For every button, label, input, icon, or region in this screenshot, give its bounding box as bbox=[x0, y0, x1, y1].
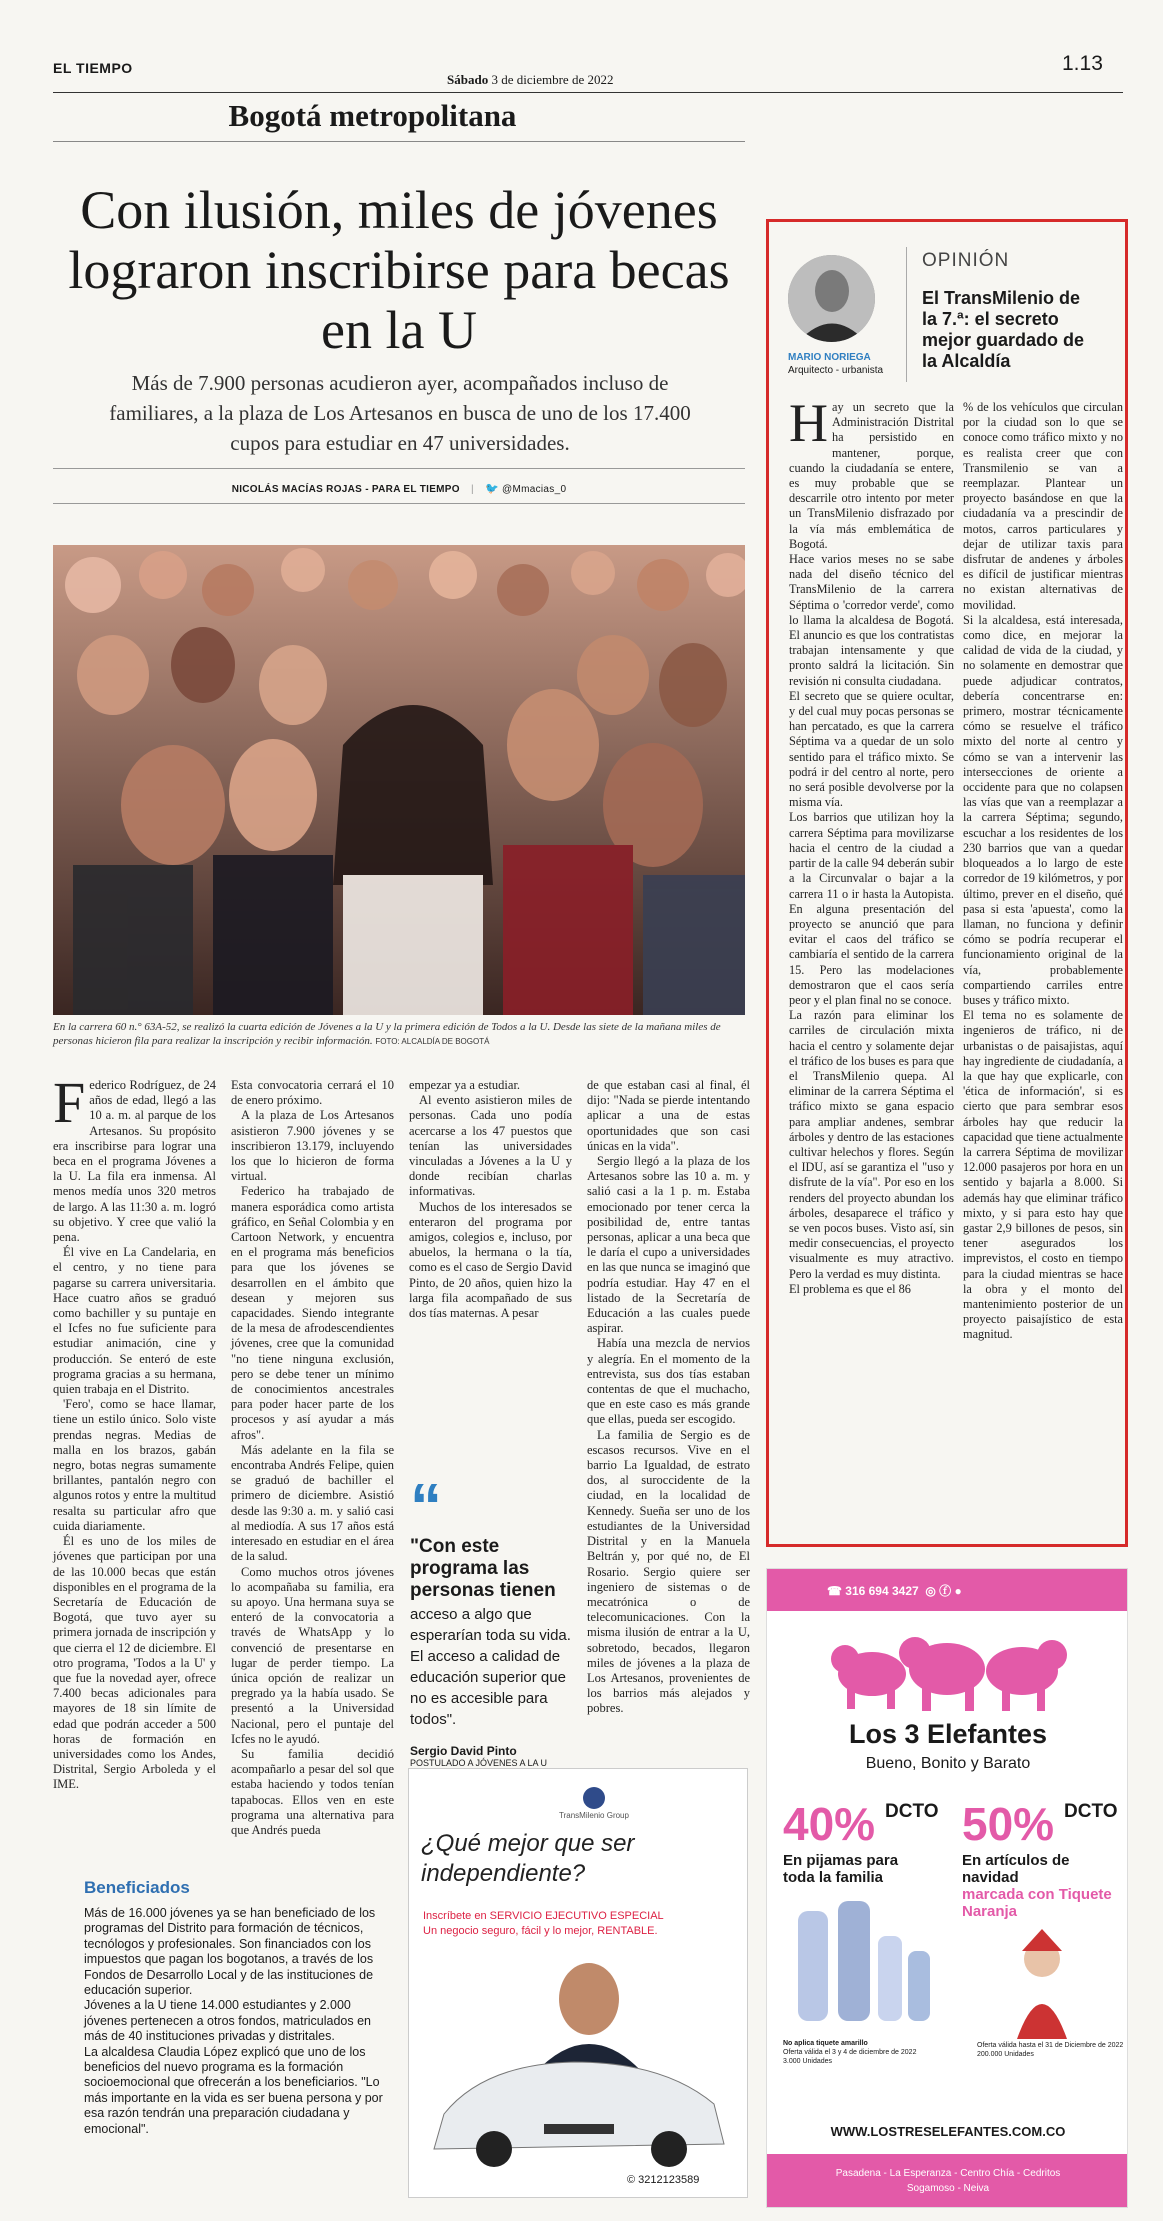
paragraph: A la plaza de Los Artesanos asistieron 7.900 jóvenes y se inscribieron 13.179, incluyendo los que lo hicieron de forma virtual. bbox=[231, 1108, 394, 1184]
pull-quote bbox=[410, 1470, 575, 1768]
article-headline: Con ilusión, miles de jóvenes lograron inscribirse para becas en la U bbox=[68, 180, 730, 360]
paragraph: Al evento asistieron miles de personas. Cada uno podía acercarse a los 47 puestos que tenían las universidades vinculadas a Jóvenes a la U y donde recibían charlas informativas. bbox=[409, 1093, 572, 1199]
discount-percent: 40% bbox=[783, 1798, 876, 1850]
paragraph: Más adelante en la fila se encontraba Andrés Felipe, quien se graduó de bachiller el primero de diciembre. Asistió desde las 9:30 a. m. y salió casi al mediodía. A sus 17 años está interesado en estudiar en el área de la salud. bbox=[231, 1442, 394, 1564]
paragraph: Su familia decidió acompañarlo a pesar del sol que estaba haciendo y todos tenían tapabocas. Ellos ven en este programa una alternativa para que Andrés pueda bbox=[231, 1746, 394, 1837]
family-pajamas-illustration bbox=[783, 1891, 943, 2021]
paragraph: de que estaban casi al final, él dijo: "Nada se pierde intentando aplicar a una de estas oportunidades que son casi únicas en la vida". bbox=[587, 1078, 750, 1153]
article-photo bbox=[53, 545, 745, 1015]
offer-fine-print: No aplica tiquete amarillo Oferta válida el 3 y 4 de diciembre de 2022 3.000 Unidades bbox=[783, 2040, 917, 2065]
date-day: Sábado bbox=[447, 72, 489, 87]
publication-date bbox=[447, 72, 613, 88]
paragraph: Hace varios meses no se sabe nada del diseño técnico del TransMilenio de la carrera Séptima o 'corredor verde', como lo llama la alcaldesa de Bogotá. El anuncio es que los contratistas trabajan intensamente y que pronto saldrá la licitación. Sin revisión ni consulta ciudadana. bbox=[789, 552, 954, 688]
paragraph: % de los vehículos que circulan por la ciudad son lo que se conoce como tráfico mixto y no es realista creer que con Transmilenio se van a reemplazar. Plantear un proyecto basándose en que la ciudadanía va a prescindir de motos, carros particulares y dejar de utilizar taxis para disfrutar de andenes y árboles es difícil de justificar mientras no existan alternativas de movilidad. bbox=[963, 400, 1123, 612]
offer-text: En pijamas para toda la familia bbox=[783, 1852, 899, 1886]
article-column-1 bbox=[53, 1070, 216, 1793]
ad-locations bbox=[767, 2154, 1128, 2208]
opinion-label: OPINIÓN bbox=[922, 250, 1010, 271]
drop-cap: H bbox=[789, 393, 828, 453]
paragraph: empezar ya a estudiar. bbox=[409, 1078, 521, 1092]
paragraph: El problema es que el 86 bbox=[789, 1281, 911, 1296]
newspaper-logo: EL TIEMPO bbox=[53, 60, 133, 76]
paragraph: El tema no es solamente de ingenieros de tráfico, ni de urbanistas o de paisajistas, aquí hay ingrediente de ciudadanía, a la que hay que explicarle, con 'ética de información', si es cierto que para sembrar esos árboles hay que reducir la capacidad que tiene actualmente la carrera Séptima de movilizar 12.000 pasajeros por hora en un sentido y bajarla a 8.000. Si además hay que eliminar tráfico mixto, y si para esto hay que gastar 2,9 billones de pesos, sin tener asegurados los imprevistos, el costo en tiempo para la ciudad mientras se hace la obra y el monto del mantenimiento posterior de un proyecto paisajístico de esta magnitud. bbox=[963, 1008, 1123, 1342]
ad-subtitle bbox=[423, 1909, 664, 1939]
ad-subtitle-line: Un negocio seguro, fácil y lo mejor, RENTABLE. bbox=[423, 1925, 658, 1937]
article-column-4 bbox=[587, 1078, 750, 1717]
photo-caption bbox=[53, 1020, 745, 1049]
date-rest: 3 de diciembre de 2022 bbox=[488, 72, 614, 87]
paragraph: ederico Rodríguez, de 24 años de edad, llegó a las 10 a. m. al parque de los Artesanos. Su propósito era inscribirse para lograr una beca en el programa Jóvenes a la U. La fila era inmensa. Al menos medía unos 320 metros de largo. A las 11:30 a. m. logró su objetivo. Y cree que valió la pena. bbox=[53, 1078, 216, 1245]
discount-label: DCTO bbox=[1064, 1801, 1118, 1822]
ad-logo: TransMilenio Group bbox=[559, 1787, 629, 1820]
ad-subtitle-line: Inscríbete en SERVICIO EJECUTIVO ESPECIAL bbox=[423, 1910, 664, 1922]
ad-question: ¿Qué mejor que ser independiente? bbox=[421, 1830, 635, 1887]
byline-rule bbox=[53, 468, 745, 469]
caption-credit: FOTO: ALCALDÍA DE BOGOTÁ bbox=[375, 1037, 490, 1046]
article-deck: Más de 7.900 personas acudieron ayer, acompañados incluso de familiares, a la plaza de Los Artesanos en busca de uno de los 17.400 cupos para estudiar en 47 universidades. bbox=[109, 371, 691, 455]
twitter-icon: 🐦 bbox=[484, 483, 499, 495]
quote-lead: "Con este programa las personas tienen bbox=[410, 1536, 556, 1601]
ad-locations-line: Sogamoso - Neiva bbox=[906, 2183, 990, 2194]
author-portrait bbox=[788, 255, 875, 342]
ad-car-driver-illustration bbox=[424, 1944, 734, 2169]
opinion-author-role: Arquitecto - urbanista bbox=[788, 365, 884, 376]
offer-text: En artículos de navidad marcada con Tiquete Naranja bbox=[962, 1852, 1112, 1920]
paragraph: 'Fero', como se hace llamar, tiene un estilo único. Solo viste prendas negras. Medias de malla en los brazos, gabán negro, botas negras sumamente brillantes, pantalón negro con algunos rotos y entre la multitud resalta su particular afro que cuida diariamente. bbox=[53, 1397, 216, 1533]
discount-percent: 50% bbox=[962, 1798, 1055, 1850]
article-column-2 bbox=[231, 1078, 394, 1838]
byline-author: NICOLÁS MACÍAS ROJAS - PARA EL TIEMPO bbox=[231, 484, 460, 495]
opinion-author: MARIO NORIEGA bbox=[788, 352, 871, 363]
byline-rule bbox=[53, 503, 745, 504]
ad-website-link[interactable]: WWW.LOSTRESELEFANTES.COM.CO bbox=[830, 2124, 1066, 2139]
paragraph: Muchos de los interesados se enteraron del programa por amigos, colegios e, incluso, por abuelos, la hermana o la tía, como es el caso de Sergio David Pinto, de 20 años, quien hizo la larga fila acompañado de sus dos tías maternas. A pesar bbox=[409, 1199, 572, 1321]
advertisement-taxi[interactable] bbox=[408, 1768, 748, 2198]
paragraph: La razón para eliminar los carriles de circulación mixta hacia el centro y solamente dejar el tráfico de los buses es para que el TransMilenio quepa. Al eliminar de la carrera Séptima el tráfico mixto se gana espacio para ampliar andenes, sembrar árboles y dentro de las estaciones cultivar helechos y flores. Según el IDU, así se garantiza el "uso y disfrute de la vía". Por eso en los renders del proyecto abundan los árboles, desaparece el tráfico y se ven pocos buses. Visto así, sin medir consecuencias, el proyecto visualmente es muy atractivo. Pero la verdad es muy distinta. bbox=[789, 1008, 954, 1281]
caption-text: En la carrera 60 n.° 63A-52, se realizó la cuarta edición de Jóvenes a la U y la primera edición de Todos a la U. Desde las siete de la mañana miles de personas hicieron fila para realizar la inscripción y recibir información. bbox=[53, 1021, 721, 1047]
sidebar-paragraph: La alcaldesa Claudia López explicó que uno de los beneficios del nuevo programa es la formación socioemocional que ofrecerán a los beneficiarios. "Lo más importante en la vida es ser buena persona y por esa razón tendrán una preparación ciudadana y emocional". bbox=[84, 2044, 383, 2136]
opinion-column-1 bbox=[789, 393, 954, 1297]
paragraph: Federico ha trabajado de manera esporádica como artista gráfico, en Señal Colombia y en Cartoon Network, y encuentra en el programa más beneficios para que los jóvenes se desarrollen en el ámbito que desean y mejoren sus capacidades. Siendo integrante de la mesa de afrodescendientes jóvenes, cree que la comunidad "no tiene ninguna exclusión, pero se debe tener un mínimo de conocimientos ancestrales para poder hacer parte de los procesos y así ayudar a más afros". bbox=[231, 1184, 394, 1442]
sidebar-paragraph: Jóvenes a la U tiene 14.000 estudiantes y 2.000 jóvenes pertenecen a otros fondos, matriculados en más de 40 instituciones privadas y distritales. bbox=[84, 1998, 371, 2044]
sidebar-paragraph: Más de 16.000 jóvenes ya se han beneficiado de los programas del Distrito para formación de técnicos, tecnólogos y profesionales. Son financiados con los impuestos que pagan los bogotanos, a través de los Fondos de Desarrollo Local y de las instituciones de educación superior. bbox=[84, 1906, 376, 1998]
sidebar-body bbox=[84, 1906, 394, 2137]
paragraph: La familia de Sergio es de escasos recursos. Vive en el barrio La Igualdad, de estrato dos, al suroccidente de la ciudad, en la localidad de Kennedy. Sueña ser uno de los estudiantes de la Universidad Distrital y en la Manuela Beltrán y, por qué no, de El Rosario. Sergio quiere ser ingeniero de sistemas o de mecatrónica o de telecomunicaciones. Con la misma ilusión de entrar a la U, sobretodo, becados, llegaron miles de jóvenes a la plaza de Los Artesanos, provenientes de los barrios más alejados y pobres. bbox=[587, 1427, 750, 1716]
paragraph: ay un secreto que la Administración Distrital ha persistido en mantener, porque, cuando la ciudadanía se entere, es muy probable que se descarrile otro intento por meter un TransMilenio disfrazado por la vía más emblemática de Bogotá. bbox=[789, 400, 954, 551]
paragraph: Los barrios que utilizan hoy la carrera Séptima para movilizarse hacia el centro de la ciudad a partir de la calle 94 deberán subir a la Circunvalar o bajar a la carrera 11 o ir hasta la Autopista. En alguna presentación del proyecto se anunció que para evitar el caos del tráfico se cambiaría el sentido de la carrera 15. Pero las modelaciones demostraron que el caos sería peor y el plan final no se conoce. bbox=[789, 810, 954, 1007]
ad-phone: ☎ 316 694 3427 ◎ ⓕ ● bbox=[827, 1584, 962, 1598]
twitter-handle[interactable]: @Mmacias_0 bbox=[502, 484, 567, 495]
paragraph: Esta convocatoria cerrará el 10 de enero próximo. bbox=[231, 1078, 394, 1108]
quote-mark-icon: “ bbox=[410, 1470, 442, 1542]
paragraph: El secreto que se quiere ocultar, y del cual muy pocas personas se han percatado, es que la carrera Séptima va a quedar de un solo sentido para el tráfico mixto. Se podrá ir del centro al norte, pero no será posible devolverse por la misma vía. bbox=[789, 688, 954, 810]
ad-slogan: Bueno, Bonito y Barato bbox=[865, 1755, 1031, 1772]
opinion-title: El TransMilenio de la 7.ª: el secreto mejor guardado de la Alcaldía bbox=[922, 288, 1085, 371]
paragraph: Si la alcaldesa, está interesada, como dice, en mejorar la calidad de vida de la ciudad, y no solamente en demostrar que puede adjudicar contratos, debería concentrarse en: primero, mostrar técnicamente cómo se resuelve el tráfico mixto del norte al centro y cómo se van a intervenir las intersecciones de oriente a occidente para que no colapsen las vías que van a reemplazar a la carrera Séptima; segundo, escuchar a los residentes de los 230 barrios que van a quedar bloqueados a lo largo de este corredor de 19 kilómetros, y por último, prever en el diseño, qué pasa si esta 'apuesta', como la llaman, no funciona y definir cómo se podría recuperar el funcionamiento original de la vía, probablemente compartiendo carriles entre buses y tráfico mixto. bbox=[963, 612, 1123, 1007]
advertisement-los-3-elefantes[interactable] bbox=[766, 1568, 1128, 2208]
ad-brand: Los 3 Elefantes bbox=[848, 1719, 1048, 1749]
sidebar-title: Beneficiados bbox=[84, 1878, 190, 1897]
elephants-logo-icon bbox=[827, 1619, 1067, 1714]
quote-author-role: POSTULADO A JÓVENES A LA U bbox=[410, 1758, 548, 1768]
top-rule bbox=[53, 92, 1123, 93]
offer-fine-print: Oferta válida hasta el 31 de Diciembre de 2022 200.000 Unidades bbox=[977, 2042, 1124, 2058]
section-rule bbox=[53, 141, 745, 142]
ad-phone: © 3212123589 bbox=[627, 2174, 700, 2186]
ad-locations-line: Pasadena - La Esperanza - Centro Chía - Cedritos bbox=[835, 2168, 1061, 2179]
byline: NICOLÁS MACÍAS ROJAS - PARA EL TIEMPO | 🐦 @Mmacias_0 bbox=[231, 483, 567, 495]
opinion-divider bbox=[906, 247, 907, 382]
discount-label: DCTO bbox=[885, 1801, 939, 1822]
quote-body: acceso a algo que esperarían toda su vida. El acceso a calidad de educación superior que no es accesible para todos". bbox=[410, 1606, 571, 1728]
drop-cap: F bbox=[53, 1070, 86, 1135]
opinion-column-2 bbox=[963, 400, 1123, 1343]
article-column-3 bbox=[409, 1078, 572, 1321]
paragraph: Él es uno de los miles de jóvenes que participan por una de las 10.000 becas que están disponibles en el programa de la Secretaría de Educación de Bogotá, que tuvo ayer su primera jornada de inscripción y que cierra el 12 de diciembre. El otro programa, 'Todos a la U' y que fue la novedad ayer, ofrece 7.400 becas adicionales para mayores de 18 sin límite de edad que podrán acceder a 500 horas de formación en universidades como los Andes, Distrital, Sergio Arboleda y el IME. bbox=[53, 1534, 216, 1792]
page-number: 1.13 bbox=[1062, 52, 1103, 75]
paragraph: Él vive en La Candelaria, en el centro, y no tiene para pagarse su carrera universitaria. Hace cuatro años se graduó como bachiller y su puntaje en el Icfes no fue suficiente para estudiar animación, cine y producción. Se enteró de este programa gracias a su hermana, quien trabaja en el Distrito. bbox=[53, 1245, 216, 1397]
paragraph: Sergio llegó a la plaza de los Artesanos sobre las 10 a. m. y salió casi a la 1 p. m. Estaba emocionado por tener cerca la posibilidad de, entre tantas personas, aplicar a una beca que le daría el cupo a universidades en las que nunca se imaginó que podría estudiar. Hay 47 en el listado de la Secretaría de Educación a las cuales puede aspirar. bbox=[587, 1154, 750, 1336]
paragraph: Como muchos otros jóvenes lo acompañaba su familia, era su apoyo. Una hermana suya se enteró de la convocatoria a través de WhatsApp y lo convenció de presentarse en lugar de perder tiempo. La única opción de realizar un pregrado ya la había usado. Se presentó a la Universidad Nacional, pero el puntaje del Icfes no le ayudó. bbox=[231, 1564, 394, 1746]
quote-author: Sergio David Pinto bbox=[410, 1744, 517, 1758]
section-title: Bogotá metropolitana bbox=[228, 98, 517, 133]
santa-christmas-illustration bbox=[977, 1929, 1107, 2039]
paragraph: Había una mezcla de nervios y alegría. En el momento de la entrevista, sus dos tías estaban contentas de que el muchacho, que en este caso es más grande que ellas, pueda ser escogido. bbox=[587, 1336, 750, 1427]
